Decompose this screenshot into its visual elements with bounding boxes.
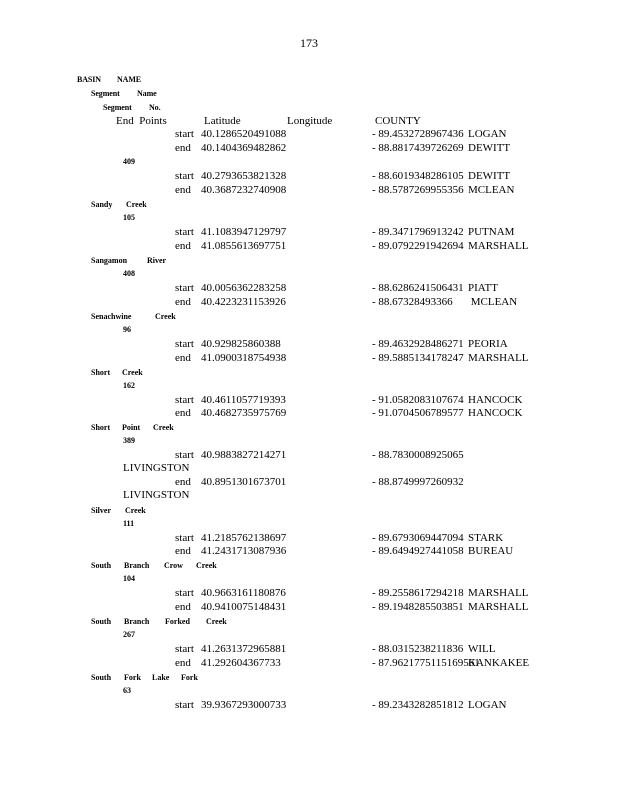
basin-name-word: Fork	[124, 673, 141, 682]
end-point-type: end	[175, 296, 191, 308]
latitude-value: 41.1083947129797	[201, 226, 287, 238]
table-row	[0, 338, 618, 351]
table-row	[0, 699, 618, 712]
end-point-type: start	[175, 449, 194, 461]
table-row	[0, 532, 618, 545]
end-point-type: start	[175, 699, 194, 711]
county-value: WILL	[468, 643, 496, 655]
county-value: MARSHALL	[468, 587, 529, 599]
longitude-value: - 88.8817439726269	[372, 142, 464, 154]
county-value: PUTNAM	[468, 226, 515, 238]
table-row	[0, 226, 618, 239]
segment-number: 408	[123, 269, 135, 278]
latitude-value: 40.1404369482862	[201, 142, 287, 154]
basin-name-word: Short	[91, 423, 111, 432]
table-row	[0, 587, 618, 600]
county-value: LOGAN	[468, 699, 507, 711]
longitude-value: - 89.2558617294218	[372, 587, 464, 599]
longitude-value: - 89.3471796913242	[372, 226, 464, 238]
longitude-value: - 89.5885134178247	[372, 352, 464, 364]
end-point-type: end	[175, 184, 191, 196]
segment-number: 105	[123, 213, 135, 222]
latitude-value: 40.2793653821328	[201, 170, 287, 182]
longitude-value: - 89.4632928486271	[372, 338, 464, 350]
end-point-type: end	[175, 142, 191, 154]
end-point-type: start	[175, 338, 194, 350]
basin-name-word: Point	[122, 423, 141, 432]
county-value: DEWITT	[468, 170, 511, 182]
end-point-type: start	[175, 532, 194, 544]
end-point-type: start	[175, 282, 194, 294]
basin-name-word: Creek	[153, 423, 174, 432]
segment-number: 409	[123, 157, 135, 166]
table-row	[0, 352, 618, 365]
table-row	[0, 545, 618, 558]
name-header: NAME	[117, 75, 142, 84]
latitude-value: 40.4223231153926	[201, 296, 286, 308]
longitude-value: - 88.6286241506431	[372, 282, 464, 294]
basin-name-word: River	[147, 256, 167, 265]
county-value: MCLEAN	[468, 296, 518, 308]
table-row	[0, 657, 618, 670]
table-row	[0, 128, 618, 141]
basin-header: BASIN	[77, 75, 101, 84]
basin-name-word: Short	[91, 368, 111, 377]
county-header: COUNTY	[375, 115, 421, 127]
basin-name-word: Sandy	[91, 200, 113, 209]
table-row	[0, 394, 618, 407]
end-point-type: start	[175, 170, 194, 182]
table-row	[0, 601, 618, 614]
table-row	[0, 240, 618, 253]
latitude-value: 40.0056362283258	[201, 282, 287, 294]
basin-name-word: Crow	[164, 561, 183, 570]
end-point-type: end	[175, 601, 191, 613]
basin-name-word: Branch	[124, 617, 150, 626]
end-points-header: End Points	[116, 115, 167, 127]
longitude-value: - 89.6793069447094	[372, 532, 464, 544]
longitude-value: - 88.6019348286105	[372, 170, 464, 182]
longitude-value: - 89.6494927441058	[372, 545, 464, 557]
latitude-value: 41.0900318754938	[201, 352, 287, 364]
county-value: MARSHALL	[468, 240, 529, 252]
end-point-type: start	[175, 587, 194, 599]
county-value: DEWITT	[468, 142, 511, 154]
longitude-value: - 87.9621775115169561	[372, 657, 480, 669]
end-point-type: start	[175, 128, 194, 140]
latitude-value: 40.929825860388	[201, 338, 281, 350]
table-row	[0, 407, 618, 420]
latitude-value: 41.0855613697751	[201, 240, 287, 252]
latitude-value: 40.9663161180876	[201, 587, 286, 599]
basin-name-word: Silver	[91, 506, 111, 515]
county-value: PEORIA	[468, 338, 508, 350]
latitude-value: 40.9410075148431	[201, 601, 287, 613]
end-point-type: end	[175, 657, 191, 669]
county-value: PIATT	[468, 282, 498, 294]
segment-no-header: Segment	[103, 103, 132, 112]
latitude-value: 40.4611057719393	[201, 394, 286, 406]
county-value: MCLEAN	[468, 184, 515, 196]
longitude-value: - 89.0792291942694	[372, 240, 464, 252]
latitude-value: 40.3687232740908	[201, 184, 287, 196]
segment-number: 162	[123, 381, 135, 390]
county-value: MARSHALL	[468, 601, 529, 613]
county-value: KANKAKEE	[468, 657, 530, 669]
segment-number: 63	[123, 686, 131, 695]
longitude-value: - 89.1948285503851	[372, 601, 464, 613]
basin-name-word: South	[91, 673, 112, 682]
basin-name-word: Creek	[155, 312, 176, 321]
basin-name-word: South	[91, 561, 112, 570]
county-value: LIVINGSTON	[123, 489, 190, 501]
segment-number: 111	[123, 519, 135, 528]
county-value: MARSHALL	[468, 352, 529, 364]
end-point-type: end	[175, 407, 191, 419]
latitude-value: 40.4682735975769	[201, 407, 287, 419]
table-row	[0, 282, 618, 295]
segment-number: 104	[123, 574, 135, 583]
latitude-value: 40.8951301673701	[201, 476, 287, 488]
county-value: LIVINGSTON	[123, 462, 190, 474]
latitude-value: 40.9883827214271	[201, 449, 287, 461]
longitude-value: - 88.5787269955356	[372, 184, 464, 196]
basin-name-word: Fork	[181, 673, 198, 682]
longitude-value: - 91.0704506789577	[372, 407, 464, 419]
latitude-value: 39.9367293000733	[201, 699, 287, 711]
basin-name-word: Senachwine	[91, 312, 132, 321]
latitude-value: 41.2185762138697	[201, 532, 287, 544]
latitude-value: 40.1286520491088	[201, 128, 287, 140]
longitude-value: - 91.0582083107674	[372, 394, 464, 406]
longitude-value: - 88.8749997260932	[372, 476, 464, 488]
basin-name-word: Branch	[124, 561, 150, 570]
longitude-value: - 89.4532728967436	[372, 128, 464, 140]
longitude-value: - 88.0315238211836	[372, 643, 464, 655]
county-value: HANCOCK	[468, 407, 523, 419]
end-point-type: end	[175, 476, 191, 488]
table-row	[0, 142, 618, 155]
county-value: BUREAU	[468, 545, 514, 557]
segment-name-header: Name	[137, 89, 157, 98]
table-row	[0, 170, 618, 183]
latitude-value: 41.2631372965881	[201, 643, 287, 655]
segment-number: 96	[123, 325, 131, 334]
basin-name-word: Creek	[196, 561, 217, 570]
county-value: HANCOCK	[468, 394, 523, 406]
table-row	[0, 476, 618, 489]
basin-name-word: Forked	[165, 617, 190, 626]
table-row	[0, 449, 618, 462]
table-row	[0, 643, 618, 656]
end-point-type: start	[175, 643, 194, 655]
segment-number: 267	[123, 630, 135, 639]
table-row	[0, 184, 618, 197]
county-value: STARK	[468, 532, 504, 544]
segment-header: Segment	[91, 89, 120, 98]
page-number: 173	[300, 36, 318, 50]
basin-name-word: South	[91, 617, 112, 626]
longitude-value: - 88.7830008925065	[372, 449, 464, 461]
basin-name-word: Creek	[122, 368, 143, 377]
latitude-value: 41.2431713087936	[201, 545, 287, 557]
basin-name-word: Sangamon	[91, 256, 128, 265]
latitude-value: 41.292604367733	[201, 657, 281, 669]
basin-name-word: Lake	[152, 673, 170, 682]
end-point-type: end	[175, 240, 191, 252]
end-point-type: end	[175, 545, 191, 557]
basin-name-word: Creek	[126, 200, 147, 209]
segment-number: 389	[123, 436, 135, 445]
end-point-type: end	[175, 352, 191, 364]
basin-name-word: Creek	[125, 506, 146, 515]
county-value: LOGAN	[468, 128, 507, 140]
end-point-type: start	[175, 394, 194, 406]
longitude-value: - 89.2343282851812	[372, 699, 464, 711]
end-point-type: start	[175, 226, 194, 238]
number-header: No.	[149, 103, 161, 112]
longitude-value: - 88.67328493366	[372, 296, 453, 308]
longitude-header: Longitude	[287, 115, 333, 127]
basin-name-word: Creek	[206, 617, 227, 626]
latitude-header: Latitude	[204, 115, 241, 127]
table-row	[0, 296, 618, 309]
